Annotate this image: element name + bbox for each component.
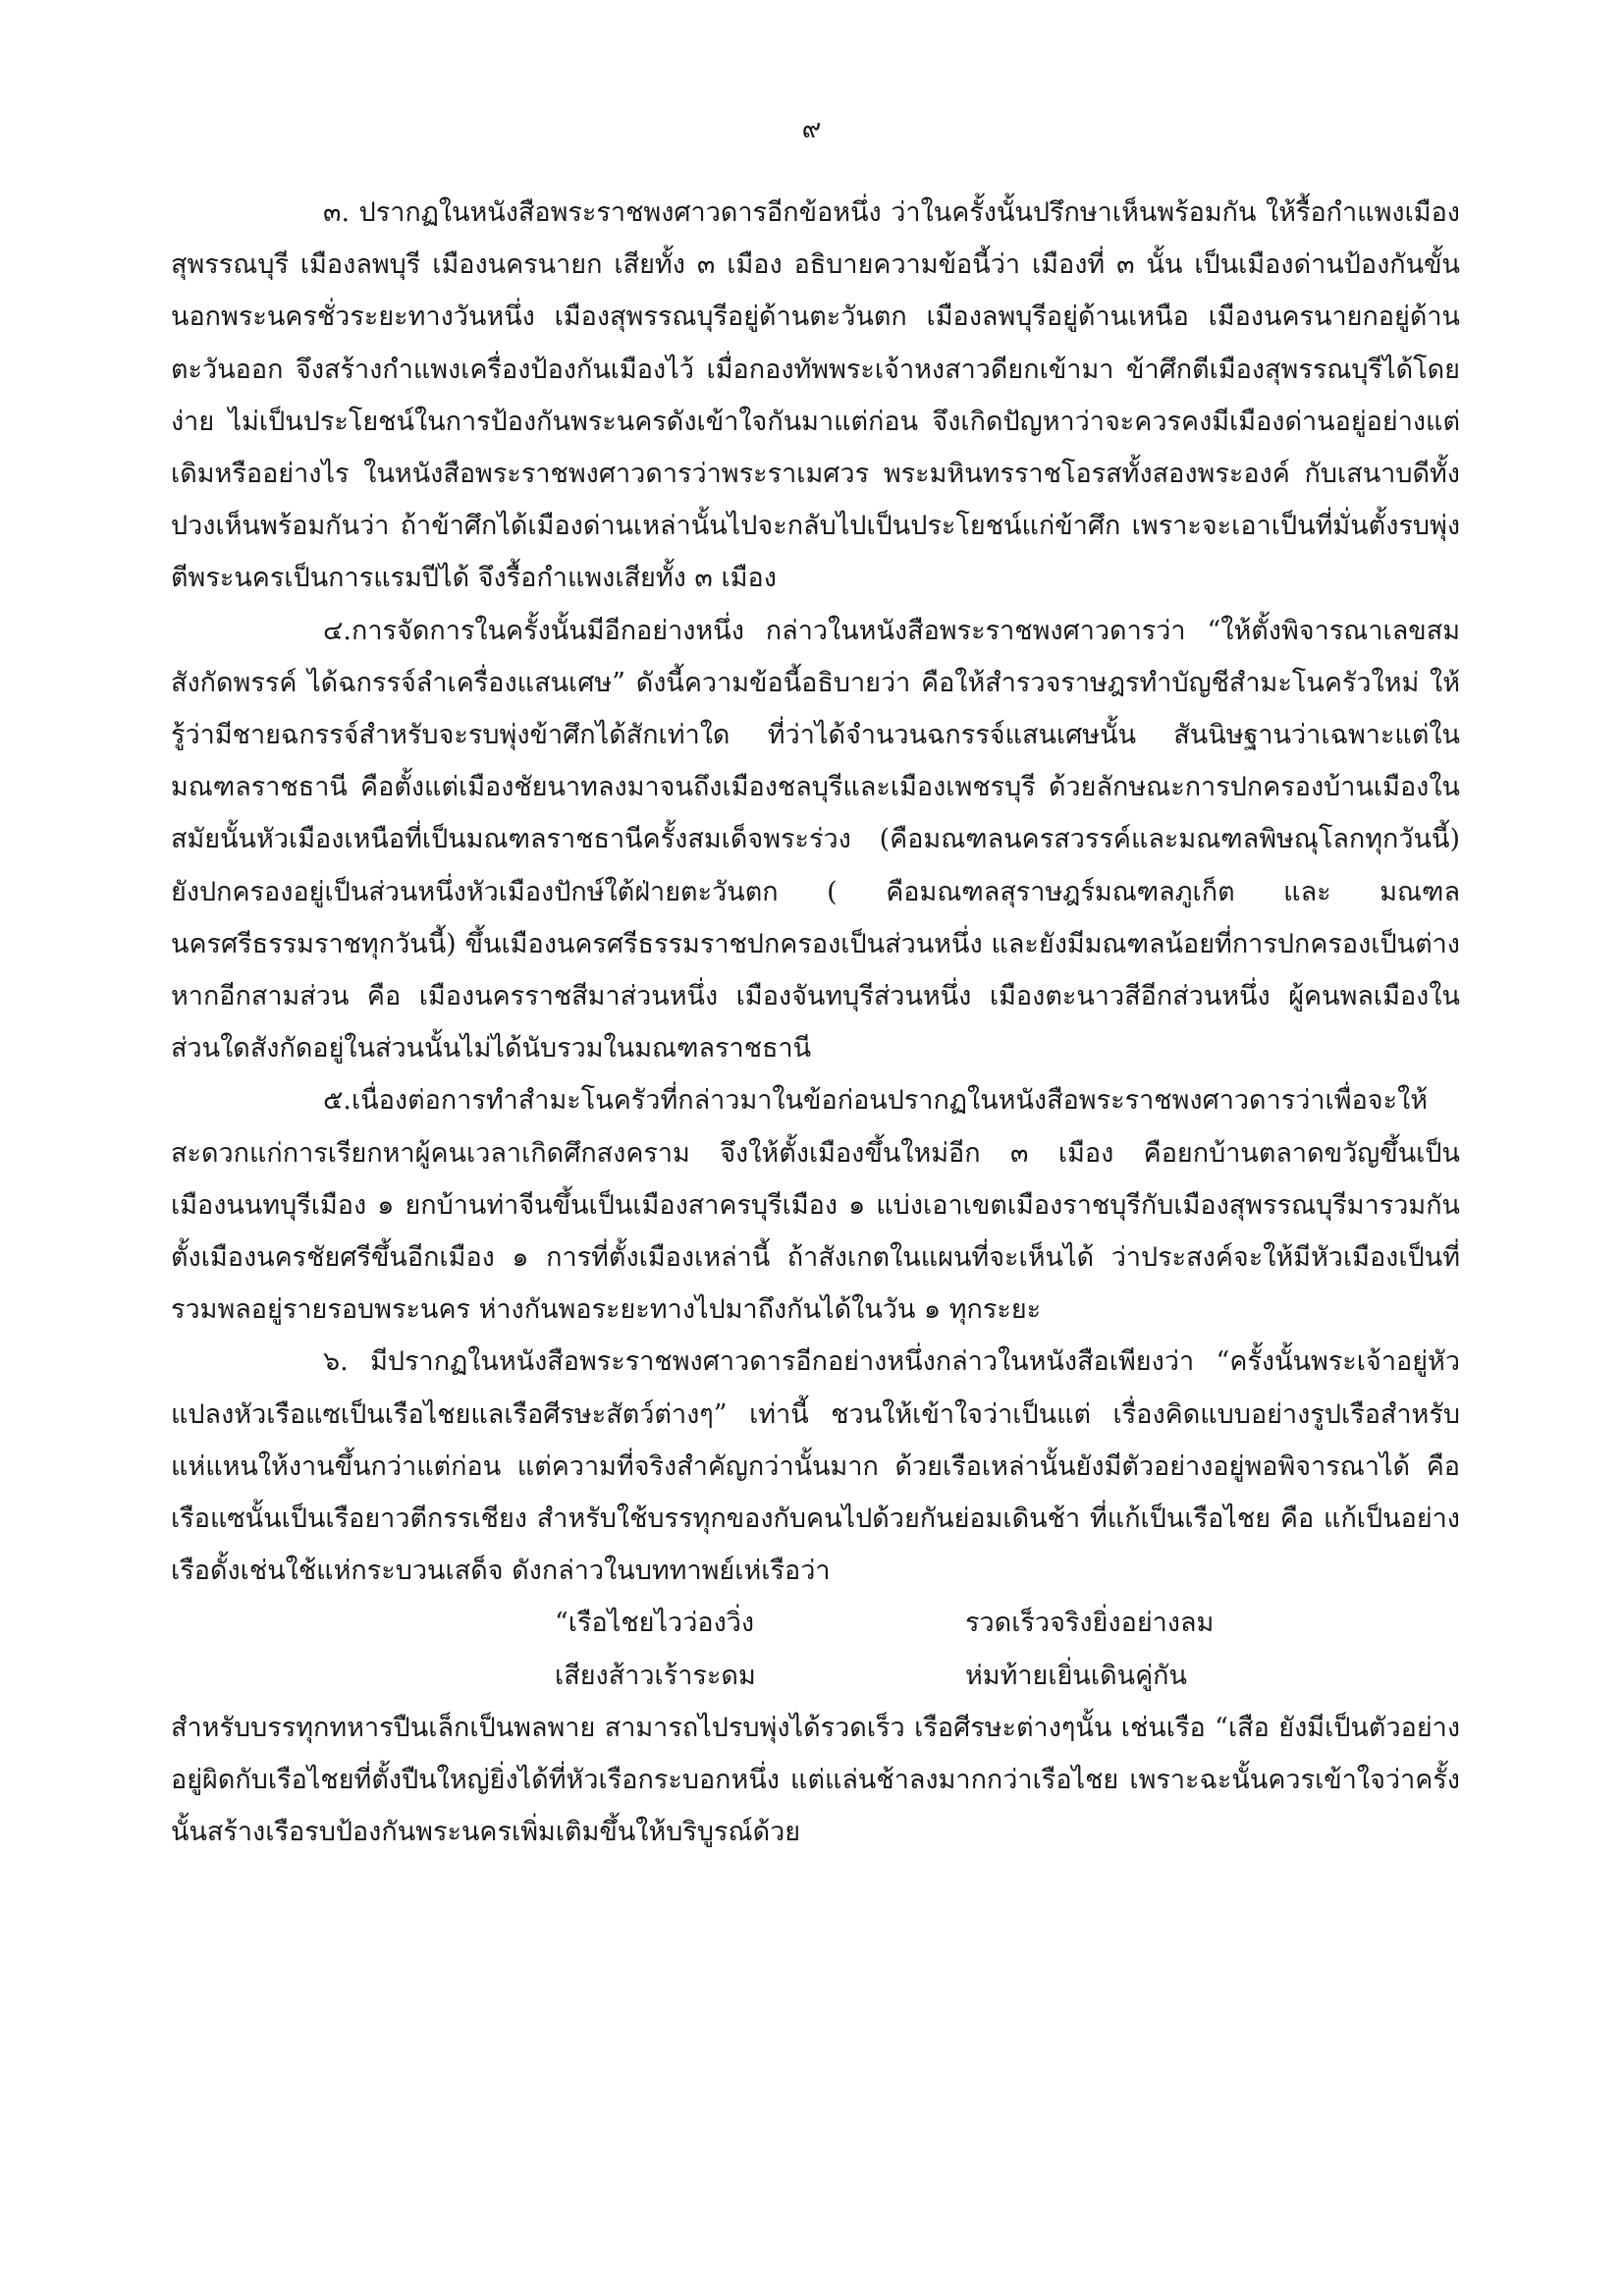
page-number: ๙ [801, 114, 822, 144]
verse-line-second-half: ห่มท้ายเยิ่นเดินคู่กัน [965, 1660, 1187, 1691]
verse-line-second-half: รวดเร็วจริงยิ่งอย่างลม [965, 1608, 1215, 1639]
document-body [171, 187, 1460, 1858]
verse-line [171, 1650, 1460, 1702]
paragraph-5: ๕.เนื่องต่อการทำสำมะโนครัวที่กล่าวมาในข้อก่อนปรากฏในหนังสือพระราชพงศาวดารว่าเพื่อจะให้สะดวกแก่การเรียกหาผู้คนเวลาเกิดศึกสงคราม จึงให้ตั้งเมืองขึ้นใหม่อีก ๓ เมือง คือยกบ้านตลาดขวัญขึ้นเป็นเมืองนนทบุรีเมือง ๑ ยกบ้านท่าจีนขึ้นเป็นเมืองสาครบุรีเมือง ๑ แบ่งเอาเขตเมืองราชบุรีกับเมืองสุพรรณบุรีมารวมกันตั้งเมืองนครชัยศรีขึ้นอีกเมือง ๑ การที่ตั้งเมืองเหล่านี้ ถ้าสังเกตในแผนที่จะเห็นได้ ว่าประสงค์จะให้มีหัวเมืองเป็นที่รวมพลอยู่รายรอบพระนคร ห่างกันพอระยะทางไปมาถึงกันได้ในวัน ๑ ทุกระยะ [171, 1085, 1460, 1326]
closing-paragraph: สำหรับบรรทุกทหารปืนเล็กเป็นพลพาย สามารถไปรบพุ่งได้รวดเร็ว เรือศีรษะต่างๆนั้น เช่นเรือ “เสือ ยังมีเป็นตัวอย่างอยู่ผิดกับเรือไชยที่ตั้งปืนใหญ่ยิ่งได้ที่หัวเรือกระบอกหนึ่ง แต่แล่นช้าลงมากกว่าเรือไชย เพราะฉะนั้นควรเข้าใจว่าครั้งนั้นสร้างเรือรบป้องกันพระนครเพิ่มเติมขึ้นให้บริบูรณ์ด้วย [171, 1712, 1460, 1848]
verse-block [171, 1597, 1460, 1701]
verse-line [171, 1597, 1460, 1649]
paragraph-6: ๖. มีปรากฏในหนังสือพระราชพงศาวดารอีกอย่างหนึ่งกล่าวในหนังสือเพียงว่า “ครั้งนั้นพระเจ้าอยู่หัวแปลงหัวเรือแซเป็นเรือไชยแลเรือศีรษะสัตว์ต่างๆ” เท่านี้ ชวนให้เข้าใจว่าเป็นแต่ เรื่องคิดแบบอย่างรูปเรือสำหรับแห่แหนให้งานขึ้นกว่าแต่ก่อน แต่ความที่จริงสำคัญกว่านั้นมาก ด้วยเรือเหล่านั้นยังมีตัวอย่างอยู่พอพิจารณาได้ คือเรือแซนั้นเป็นเรือยาวตีกรรเชียง สำหรับใช้บรรทุกของกับคนไปด้วยกันย่อมเดินช้า ที่แก้เป็นเรือไชย คือ แก้เป็นอย่างเรือดั้งเช่นใช้แห่กระบวนเสด็จ ดังกล่าวในบททาพย์เห่เรือว่า [171, 1346, 1460, 1587]
verse-line-first-half: เสียงส้าวเร้าระดม [555, 1660, 756, 1691]
verse-line-first-half: “เรือไชยไวว่องวิ่ง [555, 1608, 755, 1639]
paragraph-3: ๓. ปรากฏในหนังสือพระราชพงศาวดารอีกข้อหนึ่ง ว่าในครั้งนั้นปรึกษาเห็นพร้อมกัน ให้รื้อกำแพงเมืองสุพรรณบุรี เมืองลพบุรี เมืองนครนายก เสียทั้ง ๓ เมือง อธิบายความข้อนี้ว่า เมืองที่ ๓ นั้น เป็นเมืองด่านป้องกันขั้นนอกพระนครชั่วระยะทางวันหนึ่ง เมืองสุพรรณบุรีอยู่ด้านตะวันตก เมืองลพบุรีอยู่ด้านเหนือ เมืองนครนายกอยู่ด้านตะวันออก จึงสร้างกำแพงเครื่องป้องกันเมืองไว้ เมื่อกองทัพพระเจ้าหงสาวดียกเข้ามา ข้าศึกตีเมืองสุพรรณบุรีได้โดยง่าย ไม่เป็นประโยชน์ในการป้องกันพระนครดังเข้าใจกันมาแต่ก่อน จึงเกิดปัญหาว่าจะควรคงมีเมืองด่านอยู่อย่างแต่เดิมหรืออย่างไร ในหนังสือพระราชพงศาวดารว่าพระราเมศวร พระมหินทรราชโอรสทั้งสองพระองค์ กับเสนาบดีทั้งปวงเห็นพร้อมกันว่า ถ้าข้าศึกได้เมืองด่านเหล่านั้นไปจะกลับไปเป็นประโยชน์แก่ข้าศึก เพราะจะเอาเป็นที่มั่นตั้งรบพุ่งตีพระนครเป็นการแรมปีได้ จึงรื้อกำแพงเสียทั้ง ๓ เมือง [171, 197, 1460, 594]
paragraph-4: ๔.การจัดการในครั้งนั้นมีอีกอย่างหนึ่ง กล่าวในหนังสือพระราชพงศาวดารว่า “ให้ตั้งพิจารณาเลขสมสังกัดพรรค์ ได้ฉกรรจ์ลำเครื่องแสนเศษ” ดังนี้ความข้อนี้อธิบายว่า คือให้สำรวจราษฎรทำบัญชีสำมะโนครัวใหม่ ให้รู้ว่ามีชายฉกรรจ์สำหรับจะรบพุ่งข้าศึกได้สักเท่าใด ที่ว่าได้จำนวนฉกรรจ์แสนเศษนั้น สันนิษฐานว่าเฉพาะแต่ในมณฑลราชธานี คือตั้งแต่เมืองชัยนาทลงมาจนถึงเมืองชลบุรีและเมืองเพชรบุรี ด้วยลักษณะการปกครองบ้านเมืองในสมัยนั้นหัวเมืองเหนือที่เป็นมณฑลราชธานีครั้งสมเด็จพระร่วง (คือมณฑลนครสวรรค์และมณฑลพิษณุโลกทุกวันนี้) ยังปกครองอยู่เป็นส่วนหนึ่งหัวเมืองปักษ์ใต้ฝ่ายตะวันตก ( คือมณฑลสุราษฎร์มณฑลภูเก็ต และ มณฑลนครศรีธรรมราชทุกวันนี้) ขึ้นเมืองนครศรีธรรมราชปกครองเป็นส่วนหนึ่ง และยังมีมณฑลน้อยที่การปกครองเป็นต่างหากอีกสามส่วน คือ เมืองนครราชสีมาส่วนหนึ่ง เมืองจันทบุรีส่วนหนึ่ง เมืองตะนาวสีอีกส่วนหนึ่ง ผู้คนพลเมืองในส่วนใดสังกัดอยู่ในส่วนนั้นไม่ได้นับรวมในมณฑลราชธานี [171, 615, 1460, 1065]
